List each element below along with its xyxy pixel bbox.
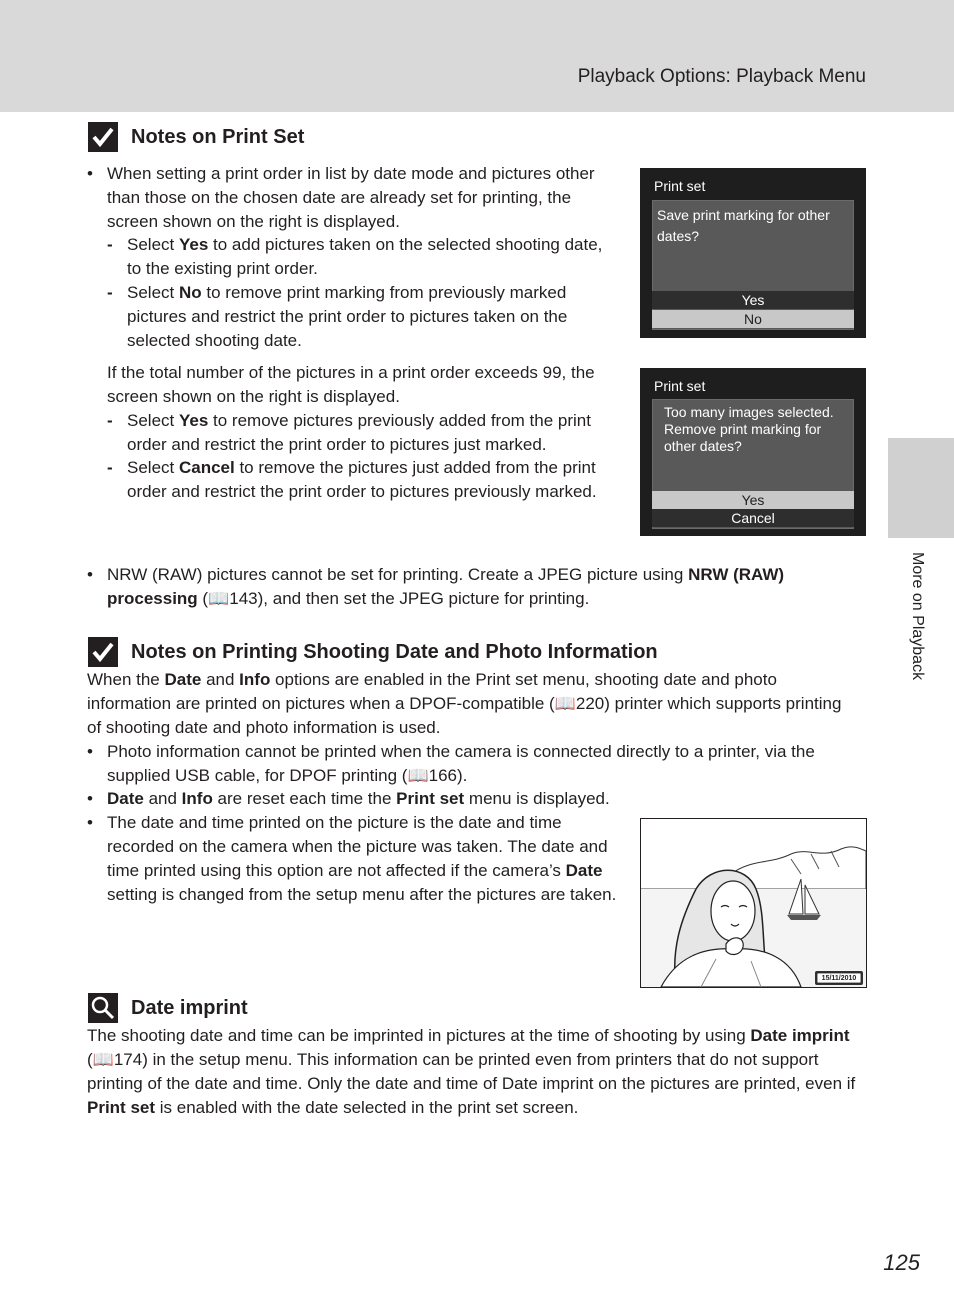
- date-stamp: 15/11/2010: [821, 975, 857, 982]
- memo-icon: [88, 993, 118, 1023]
- page-number: 125: [883, 1250, 920, 1275]
- screen-title: Print set: [654, 378, 706, 394]
- screen-title: Print set: [654, 178, 706, 194]
- heading-text: Notes on Printing Shooting Date and Photo Information: [131, 640, 658, 663]
- section-heading-date-imprint: [88, 993, 248, 1023]
- sub-item: - Select Yes to remove pictures previously added from the print order and restrict the print order to pictures just marked.: [107, 411, 591, 454]
- paragraph: If the total number of the pictures in a print order exceeds 99, the screen shown on the right is displayed.: [107, 363, 595, 406]
- paragraph: When the Date and Info options are enabled in the Print set menu, shooting date and photo information are printed on pictures when a DPOF-compatible (📖220) printer which supports printing of shooting date and photo information is used.: [87, 670, 842, 737]
- side-tab: [888, 438, 954, 538]
- sub-item: - Select Cancel to remove the pictures just added from the print order and restrict the print order to pictures previously marked.: [107, 458, 597, 501]
- book-icon: 📖: [407, 766, 429, 785]
- paragraph: The shooting date and time can be imprinted in pictures at the time of shooting by using Date imprint (📖174) in the setup menu. This information can be printed even from printers that do not support printing of the date and time. Only the date and time of Date imprint on the pictures are printed, even if Print set is enabled with the date selected in the print set screen.: [87, 1026, 856, 1117]
- camera-screen-print-set-1: [640, 168, 866, 338]
- section-heading-shooting-date: [88, 637, 658, 667]
- screen-message: Too many images selected. Remove print marking for other dates?: [664, 404, 834, 454]
- bullet-item: • NRW (RAW) pictures cannot be set for printing. Create a JPEG picture using NRW (RAW) processing (📖143), and then set the JPEG picture for printing.: [87, 565, 785, 608]
- sub-item: - Select No to remove print marking from previously marked pictures and restrict the print order to pictures taken on the selected shooting date.: [107, 283, 568, 350]
- bullet-item: • When setting a print order in list by date mode and pictures other than those on the chosen date are already set for printing, the screen shown on the right is displayed.: [87, 164, 595, 231]
- heading-text: Notes on Print Set: [131, 125, 305, 148]
- option-yes[interactable]: Yes: [652, 491, 854, 509]
- bullet-item: • The date and time printed on the picture is the date and time recorded on the camera when the picture was taken. The date and time printed using this option are not affected if the camera’s Date setting is changed from the setup menu after the pictures are taken.: [87, 813, 617, 904]
- option-cancel[interactable]: Cancel: [652, 509, 854, 527]
- heading-text: Date imprint: [131, 996, 248, 1019]
- book-icon: 📖: [92, 1050, 114, 1069]
- page-header-title: Playback Options: Playback Menu: [577, 66, 866, 87]
- check-icon: [88, 637, 118, 667]
- book-icon: 📖: [208, 589, 230, 608]
- header-band: [0, 0, 954, 112]
- sample-photo-illustration: [640, 818, 867, 988]
- option-yes[interactable]: Yes: [652, 291, 854, 309]
- camera-screen-print-set-2: [640, 368, 866, 536]
- section-heading-print-set: [88, 122, 304, 152]
- side-tab-label: More on Playback: [909, 552, 926, 681]
- book-icon: 📖: [554, 694, 576, 713]
- bullet-item: • Date and Info are reset each time the Print set menu is displayed.: [87, 789, 610, 808]
- sub-item: - Select Yes to add pictures taken on the selected shooting date, to the existing print order.: [107, 235, 603, 278]
- screen-message: Save print marking for other dates?: [657, 207, 830, 244]
- option-no[interactable]: No: [652, 310, 854, 328]
- check-icon: [88, 122, 118, 152]
- bullet-item: • Photo information cannot be printed when the camera is connected directly to a printer, via the supplied USB cable, for DPOF printing (📖166).: [87, 742, 815, 785]
